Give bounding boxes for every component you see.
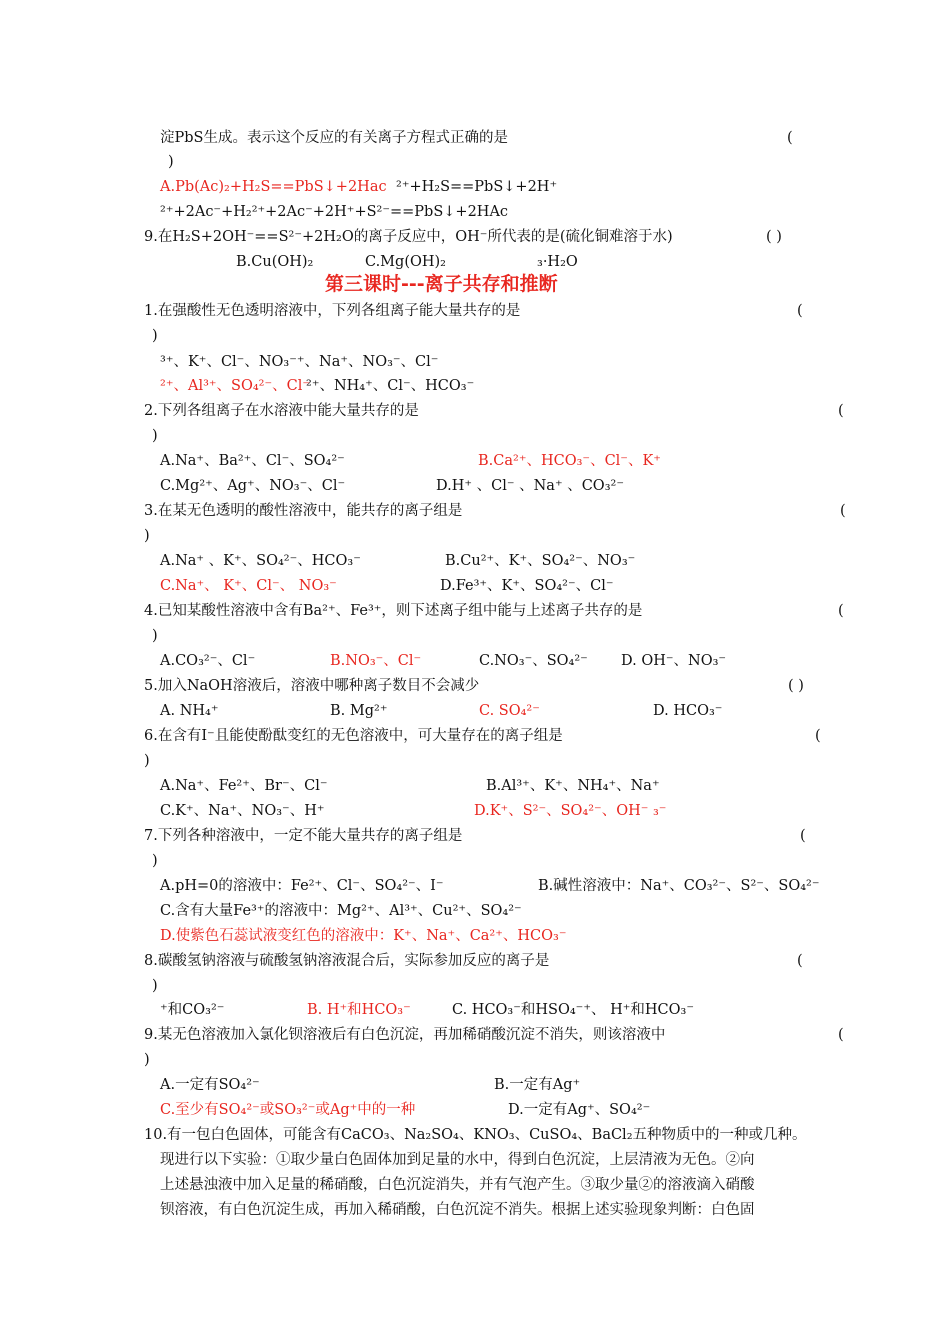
answer-paren-close: ) xyxy=(168,154,174,170)
option-b: B. H⁺和HCO₃⁻ xyxy=(307,1002,411,1018)
option-d: D. OH⁻、NO₃⁻ xyxy=(621,653,727,669)
option-d: D.H⁺ 、Cl⁻ 、Na⁺ 、CO₃²⁻ xyxy=(436,478,624,494)
answer-paren-close: ) xyxy=(152,428,158,444)
question-stem: 8.碳酸氢钠溶液与硫酸氢钠溶液混合后，实际参加反应的离子是 xyxy=(144,953,550,969)
option-b: B.Al³⁺、K⁺、NH₄⁺、Na⁺ xyxy=(486,778,660,794)
option-d: D.Fe³⁺、K⁺、SO₄²⁻、Cl⁻ xyxy=(440,578,614,594)
option-c: C.Mg²⁺、Ag⁺、NO₃⁻、Cl⁻ xyxy=(160,478,346,494)
question-stem: 9.某无色溶液加入氯化钡溶液后有白色沉淀，再加稀硝酸沉淀不消失，则该溶液中 xyxy=(144,1027,666,1043)
option-c: C. HCO₃⁻和HSO₄⁻⁺、 H⁺和HCO₃⁻ xyxy=(452,1002,694,1018)
option-d: D.一定有Ag⁺、SO₄²⁻ xyxy=(508,1102,651,1118)
option-c: C.含有大量Fe³⁺的溶液中：Mg²⁺、Al³⁺、Cu²⁺、SO₄²⁻ xyxy=(160,903,522,919)
option-b: B.Cu²⁺、K⁺、SO₄²⁻、NO₃⁻ xyxy=(445,553,636,569)
option-d: D.K⁺、S²⁻、SO₄²⁻、OH⁻ ₃⁻ xyxy=(474,803,667,819)
answer-paren-close: ) xyxy=(144,1052,150,1068)
option-a: ⁺和CO₃²⁻ xyxy=(160,1002,225,1018)
option-a: A. NH₄⁺ xyxy=(160,703,219,719)
option-b-fragment: ²⁺+H₂S==PbS↓+2H⁺ xyxy=(396,179,558,195)
answer-paren-open: ( xyxy=(815,728,821,744)
answer-paren-open: ( xyxy=(838,403,844,419)
question-stem: 6.在含有I⁻且能使酚酞变红的无色溶液中，可大量存在的离子组是 xyxy=(144,728,563,744)
question-stem: 10.有一包白色固体，可能含有CaCO₃、Na₂SO₄、KNO₃、CuSO₄、BaCl₂五种物质中的一种或几种。 xyxy=(144,1127,807,1143)
answer-paren-close: ) xyxy=(144,528,150,544)
question-stem: 7.下列各种溶液中，一定不能大量共存的离子组是 xyxy=(144,828,463,844)
answer-paren-close: ) xyxy=(144,753,150,769)
option-b: B.Ca²⁺、HCO₃⁻、Cl⁻、K⁺ xyxy=(478,453,661,469)
option-a: A.CO₃²⁻、Cl⁻ xyxy=(160,653,256,669)
option-a: A.Na⁺、Fe²⁺、Br⁻、Cl⁻ xyxy=(160,778,328,794)
option-c: C.NO₃⁻、SO₄²⁻ xyxy=(479,653,588,669)
option-c: C.至少有SO₄²⁻或SO₃²⁻或Ag⁺中的一种 xyxy=(160,1102,416,1118)
question-text: 钡溶液，有白色沉淀生成，再加入稀硝酸，白色沉淀不消失。根据上述实验现象判断：白色固 xyxy=(160,1202,755,1218)
option-a: A.Na⁺ 、K⁺、SO₄²⁻、HCO₃⁻ xyxy=(160,553,361,569)
question-stem: 1.在强酸性无色透明溶液中，下列各组离子能大量共存的是 xyxy=(144,303,521,319)
option-c: C. SO₄²⁻ xyxy=(479,703,540,719)
option-c: C.Na⁺、 K⁺、Cl⁻、 NO₃⁻ xyxy=(160,578,337,594)
question-stem: 淀PbS生成。表示这个反应的有关离子方程式正确的是 xyxy=(160,130,508,146)
question-text: 上述悬浊液中加入足量的稀硝酸，白色沉淀消失，并有气泡产生。③取少量②的溶液滴入硝酸 xyxy=(160,1177,755,1193)
answer-paren: ( ) xyxy=(788,678,804,694)
answer-paren: ( ) xyxy=(766,229,782,245)
options-line: ³⁺、K⁺、Cl⁻、NO₃⁻⁺、Na⁺、NO₃⁻、Cl⁻ xyxy=(160,354,439,370)
answer-paren-close: ) xyxy=(152,978,158,994)
answer-paren-open: ( xyxy=(787,130,793,146)
option-b: B.碱性溶液中：Na⁺、CO₃²⁻、S²⁻、SO₄²⁻ xyxy=(538,878,820,894)
option-d: D. HCO₃⁻ xyxy=(653,703,723,719)
question-stem: 4.已知某酸性溶液中含有Ba²⁺、Fe³⁺，则下述离子组中能与上述离子共存的是 xyxy=(144,603,643,619)
answer-paren-open: ( xyxy=(800,828,806,844)
question-stem: 2.下列各组离子在水溶液中能大量共存的是 xyxy=(144,403,419,419)
option-c: C.K⁺、Na⁺、NO₃⁻、H⁺ xyxy=(160,803,325,819)
option-b: B.一定有Ag⁺ xyxy=(494,1077,581,1093)
answer-paren-open: ( xyxy=(838,603,844,619)
option-a: A.一定有SO₄²⁻ xyxy=(160,1077,260,1093)
options-line: ²⁺+2Ac⁻+H₂²⁺+2Ac⁻+2H⁺+S²⁻==PbS↓+2HAc xyxy=(160,204,509,220)
option-b: B. Mg²⁺ xyxy=(330,703,388,719)
answer-paren-open: ( xyxy=(840,503,846,519)
question-text: 现进行以下实验：①取少量白色固体加到足量的水中，得到白色沉淀，上层清液为无色。②向 xyxy=(160,1152,755,1168)
question-stem: 5.加入NaOH溶液后，溶液中哪种离子数目不会减少 xyxy=(144,678,480,694)
answer-paren-open: ( xyxy=(797,303,803,319)
answer-paren-close: ) xyxy=(152,328,158,344)
option-b: B.NO₃⁻、Cl⁻ xyxy=(330,653,422,669)
answer-paren-close: ) xyxy=(152,853,158,869)
answer-paren-close: ) xyxy=(152,628,158,644)
option-d: D.使紫色石蕊试液变红色的溶液中：K⁺、Na⁺、Ca²⁺、HCO₃⁻ xyxy=(160,928,567,944)
option-a: A.Na⁺、Ba²⁺、Cl⁻、SO₄²⁻ xyxy=(160,453,345,469)
option-correct: ²⁺、Al³⁺、SO₄²⁻、Cl⁻ xyxy=(160,378,311,394)
option-a: A.pH=0的溶液中：Fe²⁺、Cl⁻、SO₄²⁻、I⁻ xyxy=(160,878,444,894)
section-title: 第三课时---离子共存和推断 xyxy=(325,273,558,295)
option-a: A.Pb(Ac)₂+H₂S==PbS↓+2Hac xyxy=(160,179,387,195)
question-stem: 3.在某无色透明的酸性溶液中，能共存的离子组是 xyxy=(144,503,463,519)
answer-paren-open: ( xyxy=(838,1027,844,1043)
option-d-fragment: ₃·H₂O xyxy=(537,254,578,270)
option-c: C.Mg(OH)₂ xyxy=(365,254,446,270)
options-line: ²⁺、NH₄⁺、Cl⁻、HCO₃⁻ xyxy=(306,378,475,394)
question-stem: 9.在H₂S+2OH⁻==S²⁻+2H₂O的离子反应中，OH⁻所代表的是(硫化铜难溶于水) xyxy=(144,229,673,245)
option-b: B.Cu(OH)₂ xyxy=(236,254,314,270)
answer-paren-open: ( xyxy=(797,953,803,969)
